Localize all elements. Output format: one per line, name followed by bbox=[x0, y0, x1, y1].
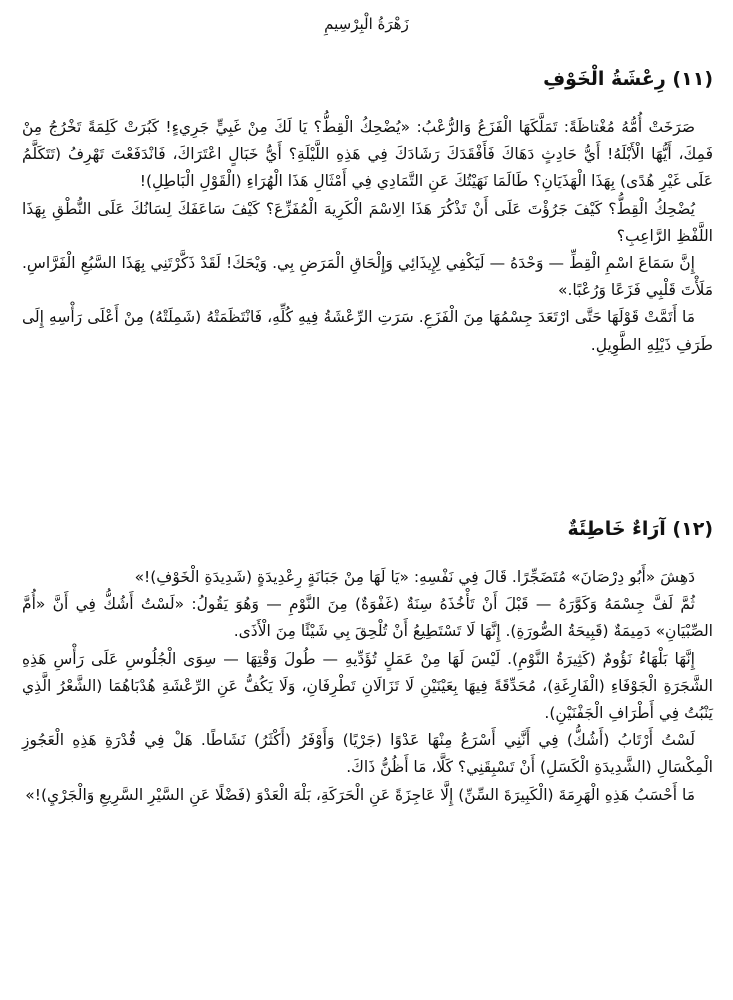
section-12 bbox=[22, 516, 713, 809]
section-title: (١٢) آرَاءٌ خَاطِئَةٌ bbox=[567, 518, 713, 540]
paragraph: إِنَّهَا بَلْهَاءُ نَؤُومٌ (كَثِيرَةُ النَّوْمِ). لَيْسَ لَهَا مِنْ عَمَلٍ تُؤَدِّيهِ — طُولَ وَقْتِهَا — سِوَى الْجُلُوسِ عَلَى رَأْسِ هَذِهِ الشَّجَرَةِ الْجَوْفَاءِ (الْفَارِغَةِ)، مُحَدِّقَةً فِيهَا بِعَيْنَيْنِ لَا تَزَالَانِ تَطْرِفَانِ، وَلَا يَكُفُّ عَنِ الرِّعْشَةِ هُدْبَاهُمَا (الشَّعْرُ الَّذِي يَنْبُتُ فِي أَطْرَافِ الْجَفْنَيْنِ). bbox=[22, 649, 713, 723]
paragraph: إِنَّ سَمَاعَ اسْمِ الْقِطِّ — وَحْدَهُ — لَيَكْفِي لِإِيذَائِي وَإِلْحَاقِ الْمَرَضِ بِي. وَيْحَكَ! لَقَدْ ذَكَّرْتَنِي بِهَذَا السَّبُعِ الْفَرَّاسِ. مَلَأْتَ قَلْبِي فَزَعًا وَرُعْبًا.» bbox=[22, 254, 713, 300]
paragraph: مَا أَحْسَبُ هَذِهِ الْهَرِمَةَ (الْكَبِيرَةَ السِّنِّ) إِلَّا عَاجِزَةً عَنِ الْحَرَكَةِ، بَلْهَ الْعَدْوَ (فَضْلًا عَنِ السَّيْرِ السَّرِيعِ وَالْجَرْيِ)!» bbox=[25, 785, 695, 804]
paragraph: مَا أَتَمَّتْ قَوْلَهَا حَتَّى ارْتَعَدَ جِسْمُهَا مِنَ الْفَزَعِ. سَرَتِ الرِّعْشَةُ فِيهِ كُلِّهِ، فَانْتَظَمَتْهُ (شَمِلَتْهُ) مِنْ أَعْلَى رَأْسِهِ إِلَى طَرَفِ ذَيْلِهِ الطَّوِيلِ. bbox=[22, 308, 713, 354]
paragraph: صَرَخَتْ أُمُّهُ مُغْتاظَةً: تَمَلَّكَهَا الْفَزَعُ وَالرُّعْبُ: «يُضْحِكُ الْقِطُّ؟ يَا لَكَ مِنْ غَبِيٍّ جَرِيءٍ! كَبُرَتْ كَلِمَةً تَخْرُجُ مِنْ فَمِكَ، أَيُّهَا الْأَبْلَهُ! أَيُّ حَادِثٍ دَهَاكَ فَأَفْقَدَكَ رَشَادَكَ فِي هَذِهِ اللَّيْلَةِ؟ أَيُّ خَبَالٍ اعْتَرَاكَ، فَانْدَفَعْتَ تَهْرِفُ (تَتَكَلَّمُ عَلَى غَيْرِ هُدًى) بِهَذَا الْهَذَيَانِ؟ طَالَمَا نَهَيْتُكَ عَنِ التَّمَادِي فِي أَمْثَالِ هَذَا الْهُرَاءِ (الْقَوْلِ الْبَاطِلِ)! bbox=[22, 118, 713, 191]
section-title: (١١) رِعْشَةُ الْخَوْفِ bbox=[543, 68, 713, 90]
paragraph: ثُمَّ لَفَّ جِسْمَهُ وَكَوَّرَهُ — قَبْلَ أَنْ تَأْخُذَهُ سِنَةٌ (غَفْوَةٌ) مِنَ النَّوْمِ — وَهُوَ يَقُولُ: «لَسْتُ أَشُكُّ فِي أَنَّ «أُمَّ الصِّبْيَانِ» دَمِيمَةٌ (قَبِيحَةُ الصُّورَةِ). إِنَّهَا لَا تَسْتَطِيعُ أَنْ تُلْحِقَ بِي شَيْئًا مِنَ الْأَذَى. bbox=[22, 595, 713, 641]
running-header: زَهْرَةُ الْبِرْسِيمِ bbox=[324, 15, 409, 33]
paragraph: لَسْتُ أَرْتَابُ (أَشُكُّ) فِي أَنَّنِي أَسْرَعُ مِنْهَا عَدْوًا (جَرْيًا) وَأَوْفَرُ (أَكْثَرُ) نَشَاطًا. هَلْ فِي قُدْرَةِ هَذِهِ الْعَجُوزِ الْمِكْسَالِ (الشَّدِيدَةِ الْكَسَلِ) أَنْ تَسْبِقَنِي؟ كَلَّا، مَا أَظُنُّ ذَاكَ. bbox=[22, 731, 713, 777]
paragraph: دَهِشَ «أَبُو دِرْصَانَ» مُتَضَجِّرًا. قَالَ فِي نَفْسِهِ: «يَا لَهَا مِنْ جَبَانَةٍ رِعْدِيدَةٍ (شَدِيدَةِ الْخَوْفِ)!» bbox=[134, 568, 695, 586]
paragraph: يُضْحِكُ الْقِطُّ؟ كَيْفَ جَرُؤْتَ عَلَى أَنْ تَذْكُرَ هَذَا الِاسْمَ الْكَرِيهَ الْمُفَزِّعَ؟ كَيْفَ سَاعَفَكَ لِسَانُكَ عَلَى النُّطْقِ بِهَذَا اللَّفْظِ الرَّاعِبِ؟ bbox=[22, 199, 713, 245]
section-11 bbox=[22, 66, 713, 359]
